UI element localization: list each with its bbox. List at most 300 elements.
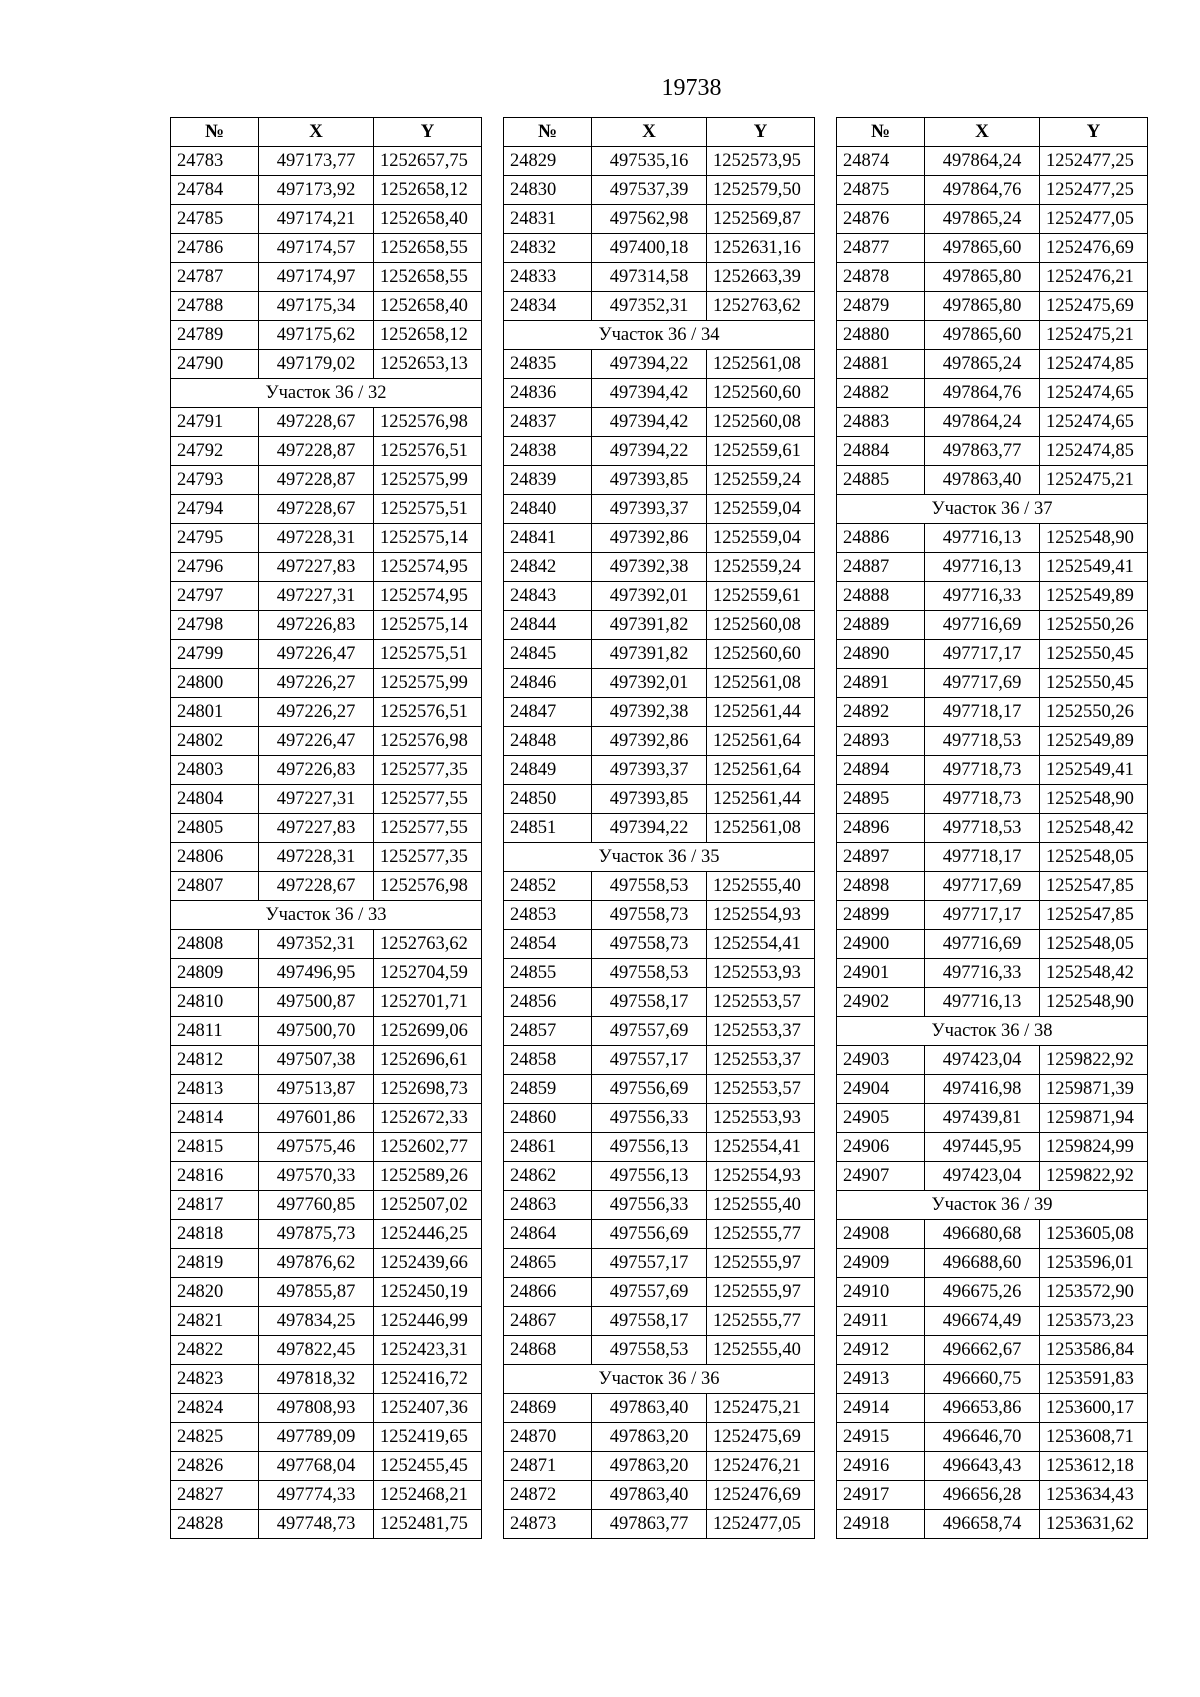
x-coordinate-cell: 496653,86 (925, 1394, 1040, 1423)
x-coordinate-cell: 497716,13 (925, 988, 1040, 1017)
table-row (504, 1394, 815, 1423)
x-coordinate-cell: 497352,31 (259, 930, 374, 959)
x-coordinate-cell: 497718,73 (925, 756, 1040, 785)
y-coordinate-cell: 1252704,59 (374, 959, 482, 988)
section-title: Участок 36 / 35 (504, 843, 815, 872)
x-coordinate-cell: 497864,76 (925, 379, 1040, 408)
table-row (504, 466, 815, 495)
table-row (504, 1191, 815, 1220)
section-title: Участок 36 / 38 (837, 1017, 1148, 1046)
point-number-cell: 24784 (171, 176, 259, 205)
x-coordinate-cell: 497228,31 (259, 524, 374, 553)
x-coordinate-cell: 497392,86 (592, 524, 707, 553)
section-title: Участок 36 / 39 (837, 1191, 1148, 1220)
page-number: 19738 (661, 75, 722, 101)
x-coordinate-cell: 497227,31 (259, 785, 374, 814)
table-row (171, 1365, 482, 1394)
y-coordinate-cell: 1252439,66 (374, 1249, 482, 1278)
point-number-cell: 24810 (171, 988, 259, 1017)
x-coordinate-cell: 497392,01 (592, 582, 707, 611)
point-number-cell: 24850 (504, 785, 592, 814)
point-number-cell: 24866 (504, 1278, 592, 1307)
y-coordinate-cell: 1252575,14 (374, 524, 482, 553)
table-row (504, 1017, 815, 1046)
table-row (504, 814, 815, 843)
x-coordinate-cell: 497863,20 (592, 1423, 707, 1452)
section-row (837, 495, 1148, 524)
y-coordinate-cell: 1252416,72 (374, 1365, 482, 1394)
table-row (837, 321, 1148, 350)
x-coordinate-cell: 497226,27 (259, 669, 374, 698)
table-row (171, 1220, 482, 1249)
y-coordinate-cell: 1252477,05 (1040, 205, 1148, 234)
point-number-cell: 24896 (837, 814, 925, 843)
point-number-cell: 24891 (837, 669, 925, 698)
x-coordinate-cell: 497393,85 (592, 466, 707, 495)
table-row (171, 930, 482, 959)
header-num: № (171, 118, 259, 147)
table-row (837, 1249, 1148, 1278)
x-coordinate-cell: 497875,73 (259, 1220, 374, 1249)
table-row (171, 1481, 482, 1510)
y-coordinate-cell: 1252554,41 (707, 1133, 815, 1162)
table-row (837, 379, 1148, 408)
point-number-cell: 24890 (837, 640, 925, 669)
y-coordinate-cell: 1252423,31 (374, 1336, 482, 1365)
x-coordinate-cell: 497718,53 (925, 727, 1040, 756)
y-coordinate-cell: 1252560,08 (707, 408, 815, 437)
point-number-cell: 24816 (171, 1162, 259, 1191)
y-coordinate-cell: 1252559,61 (707, 437, 815, 466)
y-coordinate-cell: 1252549,89 (1040, 582, 1148, 611)
table-row (171, 1336, 482, 1365)
table-row (504, 1278, 815, 1307)
table-row (504, 698, 815, 727)
section-title: Участок 36 / 37 (837, 495, 1148, 524)
y-coordinate-cell: 1252548,90 (1040, 988, 1148, 1017)
x-coordinate-cell: 497557,69 (592, 1017, 707, 1046)
x-coordinate-cell: 497228,87 (259, 437, 374, 466)
y-coordinate-cell: 1252573,95 (707, 147, 815, 176)
x-coordinate-cell: 497226,83 (259, 756, 374, 785)
y-coordinate-cell: 1252476,21 (707, 1452, 815, 1481)
point-number-cell: 24815 (171, 1133, 259, 1162)
y-coordinate-cell: 1253573,23 (1040, 1307, 1148, 1336)
point-number-cell: 24834 (504, 292, 592, 321)
x-coordinate-cell: 497718,53 (925, 814, 1040, 843)
y-coordinate-cell: 1252561,64 (707, 727, 815, 756)
x-coordinate-cell: 497717,17 (925, 640, 1040, 669)
x-coordinate-cell: 497760,85 (259, 1191, 374, 1220)
point-number-cell: 24805 (171, 814, 259, 843)
table-row (837, 408, 1148, 437)
y-coordinate-cell: 1252569,87 (707, 205, 815, 234)
y-coordinate-cell: 1252475,69 (707, 1423, 815, 1452)
point-number-cell: 24887 (837, 553, 925, 582)
table-row (837, 785, 1148, 814)
point-number-cell: 24841 (504, 524, 592, 553)
section-title: Участок 36 / 36 (504, 1365, 815, 1394)
y-coordinate-cell: 1252763,62 (707, 292, 815, 321)
point-number-cell: 24893 (837, 727, 925, 756)
x-coordinate-cell: 496662,67 (925, 1336, 1040, 1365)
table-row (837, 814, 1148, 843)
point-number-cell: 24907 (837, 1162, 925, 1191)
x-coordinate-cell: 497863,40 (592, 1481, 707, 1510)
x-coordinate-cell: 497558,53 (592, 872, 707, 901)
table-row (837, 553, 1148, 582)
y-coordinate-cell: 1252476,69 (1040, 234, 1148, 263)
x-coordinate-cell: 497557,17 (592, 1046, 707, 1075)
x-coordinate-cell: 497352,31 (592, 292, 707, 321)
point-number-cell: 24822 (171, 1336, 259, 1365)
point-number-cell: 24914 (837, 1394, 925, 1423)
x-coordinate-cell: 497393,37 (592, 495, 707, 524)
header-row (504, 118, 815, 147)
x-coordinate-cell: 497392,38 (592, 553, 707, 582)
point-number-cell: 24876 (837, 205, 925, 234)
x-coordinate-cell: 497228,87 (259, 466, 374, 495)
point-number-cell: 24813 (171, 1075, 259, 1104)
y-coordinate-cell: 1252560,08 (707, 611, 815, 640)
y-coordinate-cell: 1252561,64 (707, 756, 815, 785)
y-coordinate-cell: 1252548,42 (1040, 959, 1148, 988)
point-number-cell: 24869 (504, 1394, 592, 1423)
point-number-cell: 24801 (171, 698, 259, 727)
point-number-cell: 24854 (504, 930, 592, 959)
x-coordinate-cell: 497226,27 (259, 698, 374, 727)
x-coordinate-cell: 496675,26 (925, 1278, 1040, 1307)
point-number-cell: 24800 (171, 669, 259, 698)
point-number-cell: 24855 (504, 959, 592, 988)
x-coordinate-cell: 496674,49 (925, 1307, 1040, 1336)
y-coordinate-cell: 1252555,77 (707, 1307, 815, 1336)
point-number-cell: 24807 (171, 872, 259, 901)
table-row (171, 756, 482, 785)
point-number-cell: 24844 (504, 611, 592, 640)
y-coordinate-cell: 1252555,77 (707, 1220, 815, 1249)
x-coordinate-cell: 497226,47 (259, 727, 374, 756)
table-row (837, 1336, 1148, 1365)
y-coordinate-cell: 1252474,65 (1040, 379, 1148, 408)
x-coordinate-cell: 497834,25 (259, 1307, 374, 1336)
point-number-cell: 24788 (171, 292, 259, 321)
point-number-cell: 24842 (504, 553, 592, 582)
y-coordinate-cell: 1252631,16 (707, 234, 815, 263)
y-coordinate-cell: 1252555,40 (707, 1191, 815, 1220)
x-coordinate-cell: 497865,24 (925, 205, 1040, 234)
y-coordinate-cell: 1253572,90 (1040, 1278, 1148, 1307)
x-coordinate-cell: 497314,58 (592, 263, 707, 292)
table-row (837, 1307, 1148, 1336)
x-coordinate-cell: 497557,69 (592, 1278, 707, 1307)
x-coordinate-cell: 497716,69 (925, 611, 1040, 640)
point-number-cell: 24787 (171, 263, 259, 292)
y-coordinate-cell: 1252701,71 (374, 988, 482, 1017)
point-number-cell: 24797 (171, 582, 259, 611)
x-coordinate-cell: 497717,69 (925, 669, 1040, 698)
y-coordinate-cell: 1252602,77 (374, 1133, 482, 1162)
table-row (837, 176, 1148, 205)
table-row (504, 408, 815, 437)
point-number-cell: 24806 (171, 843, 259, 872)
y-coordinate-cell: 1252475,21 (1040, 466, 1148, 495)
y-coordinate-cell: 1253631,62 (1040, 1510, 1148, 1539)
x-coordinate-cell: 497575,46 (259, 1133, 374, 1162)
point-number-cell: 24900 (837, 930, 925, 959)
point-number-cell: 24913 (837, 1365, 925, 1394)
x-coordinate-cell: 497716,69 (925, 930, 1040, 959)
y-coordinate-cell: 1252548,05 (1040, 843, 1148, 872)
x-coordinate-cell: 497227,83 (259, 553, 374, 582)
y-coordinate-cell: 1252663,39 (707, 263, 815, 292)
table-row (837, 1133, 1148, 1162)
x-coordinate-cell: 497717,17 (925, 901, 1040, 930)
point-number-cell: 24830 (504, 176, 592, 205)
y-coordinate-cell: 1252658,40 (374, 292, 482, 321)
x-coordinate-cell: 497226,47 (259, 640, 374, 669)
table-row (837, 1278, 1148, 1307)
table-row (171, 727, 482, 756)
x-coordinate-cell: 497822,45 (259, 1336, 374, 1365)
table-row (837, 1075, 1148, 1104)
x-coordinate-cell: 497513,87 (259, 1075, 374, 1104)
table-row (504, 1075, 815, 1104)
table-row (837, 640, 1148, 669)
x-coordinate-cell: 497175,34 (259, 292, 374, 321)
point-number-cell: 24792 (171, 437, 259, 466)
table-row (171, 466, 482, 495)
x-coordinate-cell: 497558,17 (592, 1307, 707, 1336)
table-row (171, 1046, 482, 1075)
coordinates-table-1 (170, 117, 482, 1539)
x-coordinate-cell: 497718,17 (925, 843, 1040, 872)
x-coordinate-cell: 497718,73 (925, 785, 1040, 814)
table-row (837, 437, 1148, 466)
table-row (504, 379, 815, 408)
y-coordinate-cell: 1252475,21 (1040, 321, 1148, 350)
table-row (837, 988, 1148, 1017)
point-number-cell: 24894 (837, 756, 925, 785)
x-coordinate-cell: 497393,85 (592, 785, 707, 814)
x-coordinate-cell: 497863,40 (925, 466, 1040, 495)
x-coordinate-cell: 497716,13 (925, 524, 1040, 553)
table-row (837, 959, 1148, 988)
x-coordinate-cell: 497557,17 (592, 1249, 707, 1278)
y-coordinate-cell: 1253605,08 (1040, 1220, 1148, 1249)
table-row (171, 872, 482, 901)
y-coordinate-cell: 1252576,51 (374, 437, 482, 466)
y-coordinate-cell: 1252476,69 (707, 1481, 815, 1510)
coordinates-table-2 (503, 117, 815, 1539)
x-coordinate-cell: 497863,40 (592, 1394, 707, 1423)
table-row (504, 959, 815, 988)
x-coordinate-cell: 497865,80 (925, 263, 1040, 292)
table-row (837, 756, 1148, 785)
header-y: Y (707, 118, 815, 147)
table-row (504, 756, 815, 785)
y-coordinate-cell: 1252653,13 (374, 350, 482, 379)
y-coordinate-cell: 1252559,24 (707, 466, 815, 495)
table-row (171, 814, 482, 843)
point-number-cell: 24915 (837, 1423, 925, 1452)
table-row (171, 988, 482, 1017)
table-row (171, 321, 482, 350)
point-number-cell: 24874 (837, 147, 925, 176)
point-number-cell: 24856 (504, 988, 592, 1017)
table-row (171, 1075, 482, 1104)
x-coordinate-cell: 497423,04 (925, 1046, 1040, 1075)
point-number-cell: 24853 (504, 901, 592, 930)
y-coordinate-cell: 1252549,41 (1040, 553, 1148, 582)
point-number-cell: 24895 (837, 785, 925, 814)
y-coordinate-cell: 1252550,26 (1040, 611, 1148, 640)
x-coordinate-cell: 497556,69 (592, 1220, 707, 1249)
point-number-cell: 24785 (171, 205, 259, 234)
y-coordinate-cell: 1252576,98 (374, 727, 482, 756)
point-number-cell: 24878 (837, 263, 925, 292)
table-row (171, 437, 482, 466)
point-number-cell: 24791 (171, 408, 259, 437)
y-coordinate-cell: 1252548,90 (1040, 524, 1148, 553)
point-number-cell: 24883 (837, 408, 925, 437)
point-number-cell: 24861 (504, 1133, 592, 1162)
table-row (171, 147, 482, 176)
table-row (504, 1220, 815, 1249)
point-number-cell: 24908 (837, 1220, 925, 1249)
point-number-cell: 24839 (504, 466, 592, 495)
table-row (504, 988, 815, 1017)
point-number-cell: 24789 (171, 321, 259, 350)
y-coordinate-cell: 1252477,25 (1040, 176, 1148, 205)
x-coordinate-cell: 497864,24 (925, 147, 1040, 176)
point-number-cell: 24885 (837, 466, 925, 495)
table-row (171, 582, 482, 611)
table-row (504, 1162, 815, 1191)
x-coordinate-cell: 496688,60 (925, 1249, 1040, 1278)
y-coordinate-cell: 1259822,92 (1040, 1162, 1148, 1191)
y-coordinate-cell: 1252576,98 (374, 872, 482, 901)
y-coordinate-cell: 1252450,19 (374, 1278, 482, 1307)
y-coordinate-cell: 1252475,69 (1040, 292, 1148, 321)
x-coordinate-cell: 497556,13 (592, 1162, 707, 1191)
y-coordinate-cell: 1252553,93 (707, 959, 815, 988)
table-row (171, 292, 482, 321)
table-row (837, 698, 1148, 727)
point-number-cell: 24817 (171, 1191, 259, 1220)
table-row (837, 872, 1148, 901)
table-row (171, 524, 482, 553)
coordinates-table-3 (836, 117, 1148, 1539)
point-number-cell: 24783 (171, 147, 259, 176)
x-coordinate-cell: 497392,01 (592, 669, 707, 698)
table-row (504, 524, 815, 553)
y-coordinate-cell: 1252560,60 (707, 379, 815, 408)
header-num: № (504, 118, 592, 147)
point-number-cell: 24857 (504, 1017, 592, 1046)
point-number-cell: 24901 (837, 959, 925, 988)
table-row (837, 1510, 1148, 1539)
x-coordinate-cell: 497768,04 (259, 1452, 374, 1481)
y-coordinate-cell: 1252574,95 (374, 553, 482, 582)
point-number-cell: 24794 (171, 495, 259, 524)
y-coordinate-cell: 1252474,85 (1040, 437, 1148, 466)
point-number-cell: 24897 (837, 843, 925, 872)
point-number-cell: 24803 (171, 756, 259, 785)
point-number-cell: 24905 (837, 1104, 925, 1133)
y-coordinate-cell: 1253612,18 (1040, 1452, 1148, 1481)
y-coordinate-cell: 1252575,99 (374, 466, 482, 495)
point-number-cell: 24840 (504, 495, 592, 524)
y-coordinate-cell: 1252561,44 (707, 698, 815, 727)
table-row (504, 437, 815, 466)
table-row (837, 466, 1148, 495)
table-row (171, 1162, 482, 1191)
y-coordinate-cell: 1252658,40 (374, 205, 482, 234)
x-coordinate-cell: 497392,38 (592, 698, 707, 727)
y-coordinate-cell: 1252577,35 (374, 756, 482, 785)
table-row (504, 669, 815, 698)
table-row (504, 901, 815, 930)
x-coordinate-cell: 497394,22 (592, 814, 707, 843)
x-coordinate-cell: 496646,70 (925, 1423, 1040, 1452)
table-row (837, 263, 1148, 292)
point-number-cell: 24898 (837, 872, 925, 901)
x-coordinate-cell: 497864,76 (925, 176, 1040, 205)
point-number-cell: 24899 (837, 901, 925, 930)
y-coordinate-cell: 1252446,25 (374, 1220, 482, 1249)
x-coordinate-cell: 497175,62 (259, 321, 374, 350)
table-row (171, 263, 482, 292)
table-row (504, 930, 815, 959)
y-coordinate-cell: 1252476,21 (1040, 263, 1148, 292)
y-coordinate-cell: 1252553,57 (707, 988, 815, 1017)
point-number-cell: 24859 (504, 1075, 592, 1104)
table-row (171, 640, 482, 669)
table-row (837, 350, 1148, 379)
point-number-cell: 24809 (171, 959, 259, 988)
x-coordinate-cell: 497717,69 (925, 872, 1040, 901)
section-row (171, 901, 482, 930)
point-number-cell: 24828 (171, 1510, 259, 1539)
y-coordinate-cell: 1252553,57 (707, 1075, 815, 1104)
x-coordinate-cell: 497789,09 (259, 1423, 374, 1452)
table-row (171, 1394, 482, 1423)
point-number-cell: 24912 (837, 1336, 925, 1365)
point-number-cell: 24835 (504, 350, 592, 379)
table-row (504, 1510, 815, 1539)
x-coordinate-cell: 497876,62 (259, 1249, 374, 1278)
x-coordinate-cell: 497818,32 (259, 1365, 374, 1394)
x-coordinate-cell: 497865,24 (925, 350, 1040, 379)
y-coordinate-cell: 1252555,40 (707, 872, 815, 901)
x-coordinate-cell: 497391,82 (592, 640, 707, 669)
y-coordinate-cell: 1252547,85 (1040, 872, 1148, 901)
x-coordinate-cell: 497570,33 (259, 1162, 374, 1191)
x-coordinate-cell: 497718,17 (925, 698, 1040, 727)
x-coordinate-cell: 497174,97 (259, 263, 374, 292)
point-number-cell: 24808 (171, 930, 259, 959)
x-coordinate-cell: 497394,22 (592, 437, 707, 466)
table-row (504, 1249, 815, 1278)
x-coordinate-cell: 497174,21 (259, 205, 374, 234)
table-row (837, 524, 1148, 553)
x-coordinate-cell: 497808,93 (259, 1394, 374, 1423)
table-row (837, 1481, 1148, 1510)
y-coordinate-cell: 1252561,44 (707, 785, 815, 814)
point-number-cell: 24880 (837, 321, 925, 350)
table-row (837, 901, 1148, 930)
